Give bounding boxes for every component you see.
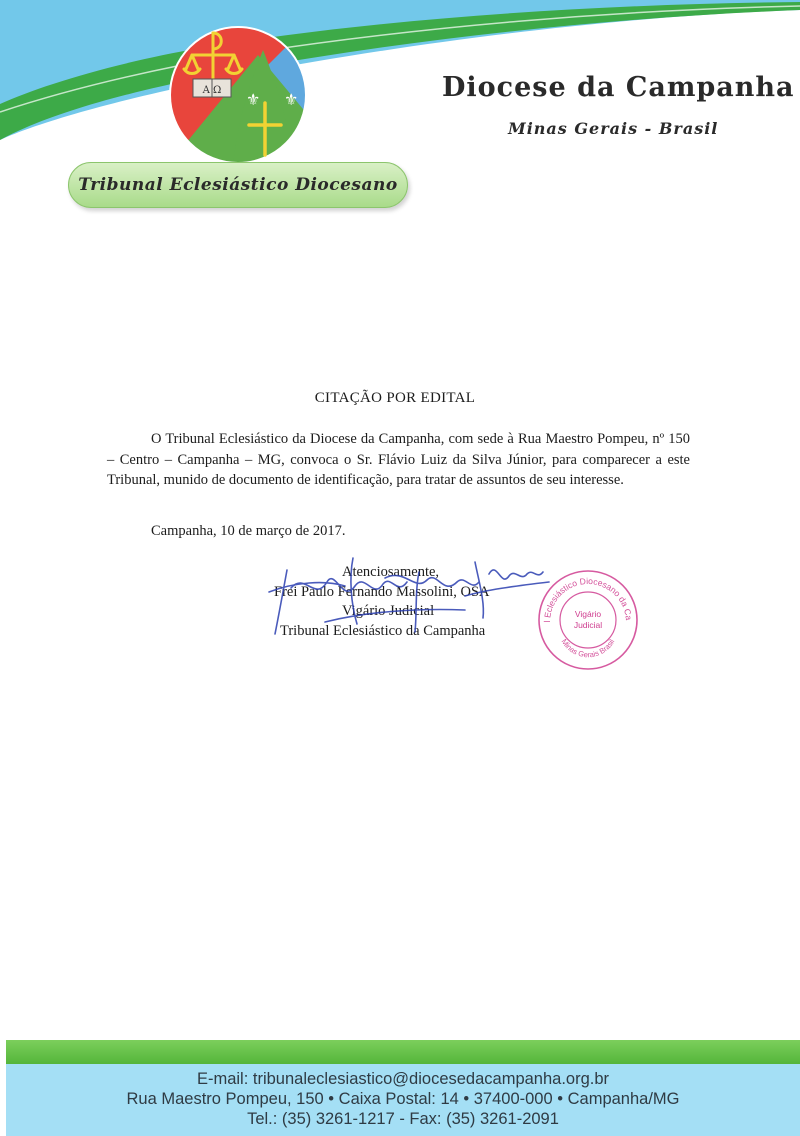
signature-closing: Atenciosamente, xyxy=(342,564,440,580)
stamp-center xyxy=(564,596,612,644)
footer xyxy=(0,1040,800,1136)
official-stamp xyxy=(536,568,640,672)
document-paragraph: O Tribunal Eclesiástico da Diocese da Campanha, com sede à Rua Maestro Pompeu, nº 150 – Centro – Campanha – MG, convoca o Sr. Flávio Luiz da Silva Júnior, para comparecer a este Tribunal, munido de documento de identificação, para tratar de assuntos de seu interesse. xyxy=(107,431,690,488)
fleur-de-lis-icon: ⚜ xyxy=(284,90,299,109)
logo-alpha-omega: A Ω xyxy=(202,85,222,96)
footer-email: E-mail: tribunaleclesiastico@diocesedacampanha.org.br xyxy=(196,1070,610,1088)
fleur-de-lis-icon: ⚜ xyxy=(246,90,261,109)
signatory-name: Frei Paulo Fernando Massolini, OSA xyxy=(274,583,490,600)
diocese-name: Diocese da Campanha xyxy=(442,72,795,103)
footer-address: Rua Maestro Pompeu, 150 • Caixa Postal: 14 • 37400-000 • Campanha/MG xyxy=(126,1090,680,1108)
tribunal-banner xyxy=(68,162,408,208)
stamp-ring-text: l Eclesiástico Diocesano da Ca xyxy=(541,575,634,623)
footer-green-bar xyxy=(6,1040,800,1064)
signatory-organization: Tribunal Eclesiástico da Campanha xyxy=(280,622,486,639)
footer-phone: Tel.: (35) 3261-1217 - Fax: (35) 3261-2091 xyxy=(247,1110,559,1128)
document-date: Campanha, 10 de março de 2017. xyxy=(151,523,346,539)
signature-block xyxy=(270,563,530,641)
document-title: CITAÇÃO POR EDITAL xyxy=(314,390,476,406)
stamp-center-line2: Judicial xyxy=(573,620,603,630)
diocese-location: Minas Gerais - Brasil xyxy=(508,119,719,138)
signatory-role: Vigário Judicial xyxy=(342,603,435,619)
stamp-bottom-text: Minas Gerais Brasil xyxy=(559,637,617,660)
tribunal-banner-text: Tribunal Eclesiástico Diocesano xyxy=(78,175,398,195)
footer-contact xyxy=(6,1069,800,1129)
stamp-center-line1: Vigário xyxy=(574,609,602,619)
